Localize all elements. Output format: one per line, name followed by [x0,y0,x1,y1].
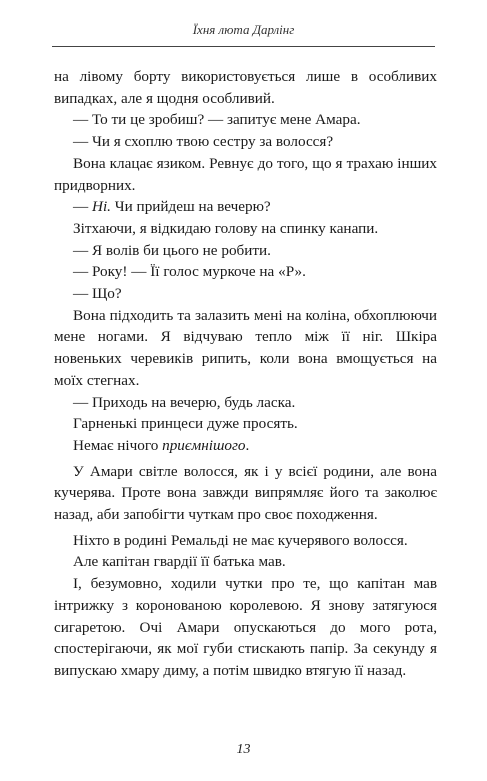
body-text [54,66,437,682]
paragraph-2 [54,109,437,131]
paragraph-text: на лівому борту використовується лише в особливих випадках, але я щодня особливий. [54,68,437,107]
paragraph-text: Але капітан гвардії її батька мав. [73,553,286,571]
paragraph-text: Вона підходить та залазить мені на коліна, обхоплюючи мене ногами. Я відчуваю тепло між її ніг. Шкіра новеньких черевиків рипить, коли вона вмощується на моїх стегнах. [54,306,437,389]
paragraph-17 [54,573,437,682]
paragraph-text: — Приходь на вечерю, будь ласка. [73,393,296,411]
paragraph-text: — Я волів би цього не робити. [73,241,271,259]
paragraph-10 [54,305,437,392]
paragraph-4 [54,153,437,196]
paragraph-12 [54,413,437,435]
paragraph-text: І, безумовно, ходили чутки про те, що капітан мав інтрижку з коронованою королевою. Я знову затягуюся сигаретою. Очі Амари опускаються до мого рота, спостерігаючи, як мої губи стискають папір. За секунду я випускаю хмару диму, а потім швидко втягую її назад. [54,575,437,679]
emphasis-text: Ні. [91,198,111,216]
paragraph-9 [54,283,437,305]
paragraph-text: — Року! — Її голос муркоче на «Р». [73,263,306,281]
paragraph-1 [54,66,437,109]
running-head: Їхня люта Дарлінг [192,22,295,37]
paragraph-text: — Що? [73,285,122,303]
paragraph-text: У Амари світле волосся, як і у всієї родини, але вона кучерява. Проте вона завжди випрямляє його та заколює назад, аби запобігти чуткам про своє походження. [54,462,437,524]
paragraph-3 [54,131,437,153]
paragraph-text: Немає нічого [73,436,163,454]
paragraph-text: Чи прийдеш на вечерю? [110,198,271,216]
paragraph-11 [54,392,437,414]
paragraph-5 [54,196,437,218]
paragraph-15 [54,530,437,552]
paragraph-text: Ніхто в родині Ремальді не має кучерявого волосся. [73,531,408,549]
paragraph-text: — То ти це зробиш? — запитує мене Амара. [73,111,361,129]
paragraph-text: — Чи я схоплю твою сестру за волосся? [73,133,334,151]
emphasis-text: приємнішого [162,436,246,454]
header-rule [52,46,435,47]
paragraph-8 [54,261,437,283]
paragraph-6 [54,218,437,240]
paragraph-text: Зітхаючи, я відкидаю голову на спинку канапи. [73,219,379,237]
paragraph-text: — [73,198,92,216]
page-number: 13 [236,742,251,757]
paragraph-16 [54,551,437,573]
paragraph-7 [54,240,437,262]
paragraph-14 [54,461,437,526]
paragraph-text: Гарненькі принцеси дуже просять. [73,415,298,433]
paragraph-text: . [245,436,250,454]
paragraph-13 [54,435,437,457]
paragraph-text: Вона клацає язиком. Ревнує до того, що я трахаю інших придворних. [54,154,437,194]
